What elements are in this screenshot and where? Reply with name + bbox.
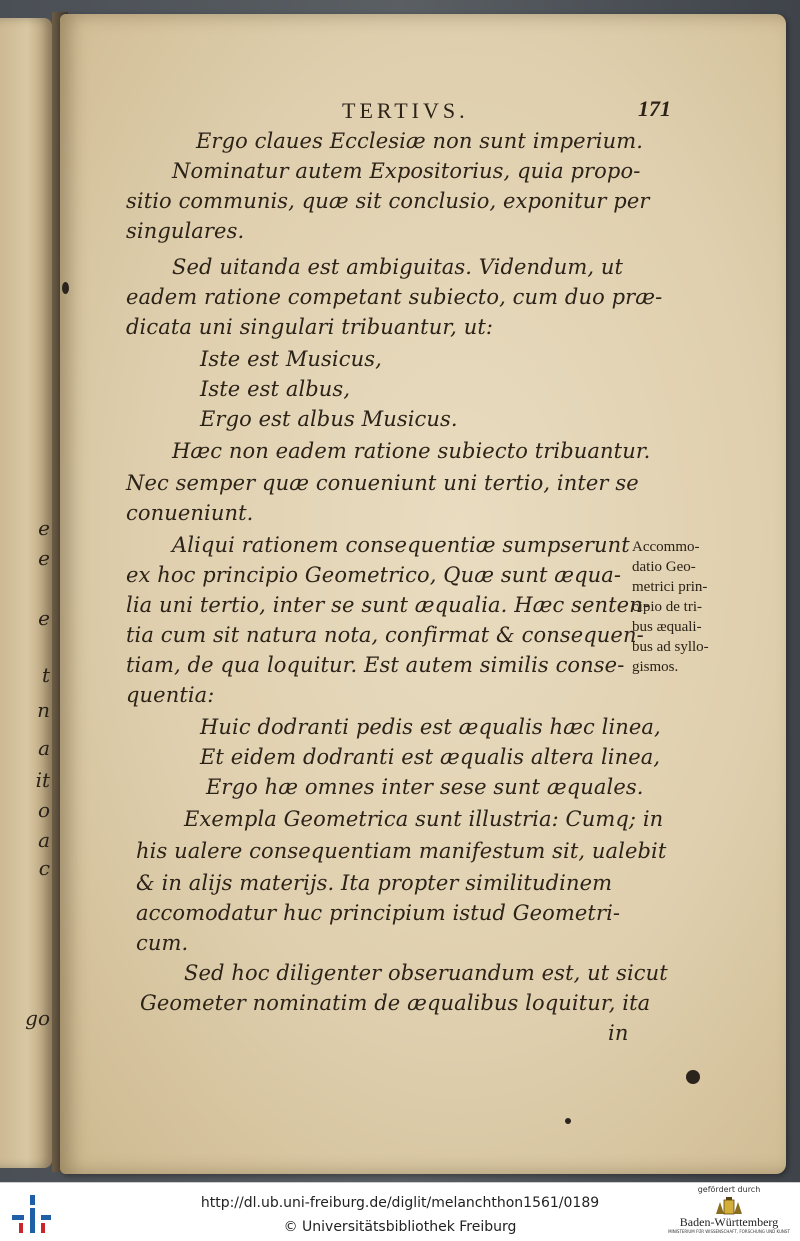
text-line: singulares. xyxy=(126,219,245,243)
ink-blot xyxy=(62,282,69,294)
text-line: sitio communis, quæ sit conclusio, exponitur per xyxy=(126,189,650,213)
text-line: Ergo claues Ecclesiæ non sunt imperium. xyxy=(196,129,644,153)
text-line: Hæc non eadem ratione subiecto tribuantur. xyxy=(172,439,651,463)
marginal-note-line: bus æquali- xyxy=(632,619,702,635)
left-fragment: e xyxy=(38,606,50,630)
text-line: Nec semper quæ conueniunt uni tertio, inter se xyxy=(126,471,639,495)
page-number: 171 xyxy=(638,96,671,121)
running-title: TERTIVS. xyxy=(342,98,469,123)
text-line: Ergo est albus Musicus. xyxy=(200,407,458,431)
marginal-note-line: bus ad syllo- xyxy=(632,639,709,655)
text-line: cum. xyxy=(136,931,189,955)
text-line: Nominatur autem Expositorius, quia propo- xyxy=(172,159,641,183)
left-fragment: go xyxy=(25,1006,50,1030)
text-line: & in alijs materijs. Ita propter similitudinem xyxy=(136,871,613,895)
text-line: conueniunt. xyxy=(126,501,254,525)
marginal-note-line: gismos. xyxy=(632,659,679,675)
text-line: Iste est Musicus, xyxy=(200,347,382,371)
text-line: lia uni tertio, inter se sunt æqualia. Hæc senten- xyxy=(126,593,651,617)
funder-label: gefördert durch xyxy=(697,1185,761,1194)
marginal-note-line: metrici prin- xyxy=(632,579,708,595)
text-line: Sed hoc diligenter obseruandum est, ut sicut xyxy=(184,961,668,985)
text-line: tiam, de qua loquitur. Est autem similis conse- xyxy=(126,653,625,677)
left-fragment: a xyxy=(38,828,50,852)
text-line: quentia: xyxy=(126,683,215,707)
ink-blot xyxy=(686,1070,700,1084)
marginal-note-line: cipio de tri- xyxy=(632,599,702,615)
left-fragment: it xyxy=(35,768,50,792)
text-line: tia cum sit natura nota, confirmat & consequen- xyxy=(126,623,644,647)
left-fragment: a xyxy=(38,736,50,760)
funder-logo xyxy=(662,1185,796,1241)
left-fragment: e xyxy=(38,516,50,540)
text-line: eadem ratione competant subiecto, cum duo præ- xyxy=(126,285,663,309)
marginal-note-line: datio Geo- xyxy=(632,559,696,575)
left-fragment: o xyxy=(37,798,50,822)
text-line: Exempla Geometrica sunt illustria: Cumq; in xyxy=(184,807,664,831)
permalink-url[interactable]: http://dl.ub.uni-freiburg.de/diglit/melanchthon1561/0189 xyxy=(200,1195,600,1211)
left-fragment: n xyxy=(37,698,50,722)
copyright-text: © Universitätsbibliothek Freiburg xyxy=(283,1219,517,1235)
funder-name: Baden-Württemberg xyxy=(679,1215,779,1229)
text-line: Sed uitanda est ambiguitas. Videndum, ut xyxy=(172,255,624,279)
marginal-note-line: Accommo- xyxy=(632,539,700,555)
footer-bar xyxy=(0,1182,800,1241)
left-fragment: c xyxy=(38,856,50,880)
text-line: Geometer nominatim de æqualibus loquitur, ita xyxy=(140,991,651,1015)
funder-ministry: MINISTERIUM FÜR WISSENSCHAFT, FORSCHUNG UND KUNST xyxy=(668,1229,790,1234)
book-page xyxy=(60,14,786,1174)
text-line: ex hoc principio Geometrico, Quæ sunt æqua- xyxy=(126,563,622,587)
ink-blot xyxy=(565,1118,571,1124)
left-fragment: e xyxy=(38,546,50,570)
text-line: accomodatur huc principium istud Geometri- xyxy=(136,901,621,925)
text-line: dicata uni singulari tribuantur, ut: xyxy=(126,315,494,339)
left-page-edge xyxy=(0,18,52,1168)
left-fragment: t xyxy=(41,663,50,687)
text-line: Aliqui rationem consequentiæ sumpserunt xyxy=(172,533,630,557)
text-line: in xyxy=(608,1021,629,1045)
text-line: Ergo hæ omnes inter sese sunt æquales. xyxy=(206,775,644,799)
text-line: Et eidem dodranti est æqualis altera linea, xyxy=(200,745,661,769)
text-line: Huic dodranti pedis est æqualis hæc linea, xyxy=(200,715,661,739)
coat-of-arms-icon xyxy=(712,1196,746,1216)
text-line: his ualere consequentiam manifestum sit, ualebit xyxy=(136,839,667,863)
text-line: Iste est albus, xyxy=(200,377,351,401)
